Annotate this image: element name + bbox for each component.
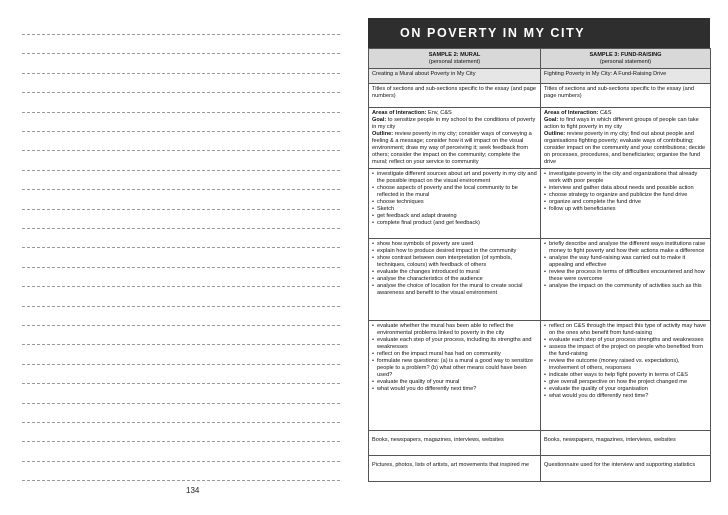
header-subtitle: (personal statement) bbox=[599, 59, 652, 65]
interaction-cell bbox=[369, 108, 541, 169]
interaction-row bbox=[369, 108, 711, 169]
ruled-line bbox=[22, 383, 340, 384]
appendices-cell: Questionnaire used for the interview and supporting statistics bbox=[541, 456, 711, 482]
ruled-line bbox=[22, 131, 340, 132]
header-sample-3 bbox=[541, 49, 711, 69]
ruled-line bbox=[22, 112, 340, 113]
list-item: • analyse the choice of location for the mural to create social awareness and benefit to the visual environment bbox=[372, 283, 537, 297]
ruled-line bbox=[22, 422, 340, 423]
reflection-cell bbox=[541, 321, 711, 431]
ruled-line bbox=[22, 364, 340, 365]
list-item: • evaluate the quality of your mural bbox=[372, 379, 537, 386]
essay-title-cell: Fighting Poverty in My City: A Fund-Raising Drive bbox=[541, 69, 711, 84]
process-list bbox=[544, 171, 707, 213]
list-item: • interview and gather data about needs and possible action bbox=[544, 185, 707, 192]
list-item: • choose aspects of poverty and the local community to be reflected in the mural bbox=[372, 185, 537, 199]
sections-cell: Titles of sections and sub-sections specific to the essay (and page numbers) bbox=[369, 84, 541, 108]
development-list bbox=[372, 241, 537, 297]
list-item: • formulate new questions: (a) is a mural a good way to sensitize people to a problem? (b) what other means could have been used? bbox=[372, 358, 537, 379]
reflection-list bbox=[372, 323, 537, 393]
area-line bbox=[372, 110, 537, 117]
list-item: • indicate other ways to help fight poverty in terms of C&S bbox=[544, 372, 707, 379]
table-header-row bbox=[369, 49, 711, 69]
process-row bbox=[369, 169, 711, 239]
titles-row bbox=[369, 69, 711, 84]
bibliography-cell: Books, newspapers, magazines, interviews, websites bbox=[541, 431, 711, 456]
list-item: • show contrast between own interpretation (of symbols, techniques, colours) with feedback of others bbox=[372, 255, 537, 269]
ruled-line bbox=[22, 150, 340, 151]
ruled-line bbox=[22, 286, 340, 287]
page-number: 134 bbox=[186, 486, 200, 495]
area-line bbox=[544, 110, 707, 117]
process-cell bbox=[541, 169, 711, 239]
list-item: • Sketch bbox=[372, 206, 537, 213]
ruled-line bbox=[22, 189, 340, 190]
list-item: • follow up with beneficiaries bbox=[544, 206, 707, 213]
list-item: • evaluate the quality of your organisation bbox=[544, 386, 707, 393]
ruled-line bbox=[22, 306, 340, 307]
goal-label: Goal: bbox=[372, 117, 387, 123]
outline-line bbox=[372, 131, 537, 166]
list-item: • choose techniques bbox=[372, 199, 537, 206]
goal-label: Goal: bbox=[544, 117, 559, 123]
list-item: • briefly describe and analyse the different ways institutions raise money to fight poverty and how their actions make a difference bbox=[544, 241, 707, 255]
reflection-cell bbox=[369, 321, 541, 431]
bibliography-row bbox=[369, 431, 711, 456]
ruled-line bbox=[22, 403, 340, 404]
ruled-line bbox=[22, 53, 340, 54]
list-item: • assess the impact of the project on people who benefited from the fund-raising bbox=[544, 344, 707, 358]
list-item: • evaluate each step of your process, including its strengths and weaknesses bbox=[372, 337, 537, 351]
list-item: • organize and complete the fund drive bbox=[544, 199, 707, 206]
list-item: • what would you do differently next time? bbox=[544, 393, 707, 400]
lined-page bbox=[0, 0, 350, 515]
list-item: • analyse the impact on the community of activities such as this bbox=[544, 283, 707, 290]
list-item: • review the outcome (money raised vs. expectations), involvement of others, responses bbox=[544, 358, 707, 372]
header-sample-2 bbox=[369, 49, 541, 69]
development-list bbox=[544, 241, 707, 290]
goal-value: to find ways in which different groups of people can take action to fight poverty in my city bbox=[544, 117, 699, 130]
outline-value: review poverty in my city; consider ways of conveying a feeling & a message; consider how it will impact on the visual environment; draw my way of perceiving it; seek feedback from others; consider the impact on the community; complete the mural; reflect on your service to community bbox=[372, 131, 532, 165]
header-subtitle: (personal statement) bbox=[428, 59, 481, 65]
ruled-line bbox=[22, 209, 340, 210]
ruled-line bbox=[22, 325, 340, 326]
area-label: Areas of Interaction: bbox=[372, 110, 427, 116]
list-item: • get feedback and adapt drawing bbox=[372, 213, 537, 220]
outline-value: review poverty in my city; find out about people and organisations fighting poverty; evaluate ways of contributing; consider impact on the community and your contributions; decide on processes, procedures, and beneficiaries; organise the fund drive bbox=[544, 131, 706, 165]
interaction-cell bbox=[541, 108, 711, 169]
bibliography-cell: Books, newspapers, magazines, interviews, websites bbox=[369, 431, 541, 456]
goal-line bbox=[372, 117, 537, 131]
goal-line bbox=[544, 117, 707, 131]
ruled-line bbox=[22, 73, 340, 74]
process-list bbox=[372, 171, 537, 227]
header-title: SAMPLE 2: MURAL bbox=[428, 52, 481, 58]
list-item: • reflect on C&S through the impact this type of activity may have on the ones who benefit from fund-raising bbox=[544, 323, 707, 337]
development-cell bbox=[369, 239, 541, 321]
goal-value: to sensitize people in my school to the conditions of poverty in my city bbox=[372, 117, 536, 130]
ruled-line bbox=[22, 480, 340, 481]
reflection-list bbox=[544, 323, 707, 400]
list-item: • reflect on the impact mural has had on community bbox=[372, 351, 537, 358]
ruled-line bbox=[22, 170, 340, 171]
list-item: • what would you do differently next time? bbox=[372, 386, 537, 393]
header-title: SAMPLE 3: FUND-RAISING bbox=[589, 52, 662, 58]
area-value: Env, C&S bbox=[426, 110, 452, 116]
page-title: ON POVERTY IN MY CITY bbox=[368, 18, 710, 48]
ruled-line bbox=[22, 461, 340, 462]
list-item: • give overall perspective on how the project changed me bbox=[544, 379, 707, 386]
ruled-line bbox=[22, 267, 340, 268]
ruled-line bbox=[22, 441, 340, 442]
list-item: • analyse the characteristics of the audience bbox=[372, 276, 537, 283]
area-value: C&S bbox=[598, 110, 612, 116]
list-item: • analyse the way fund-raising was carried out to make it appealing and effective bbox=[544, 255, 707, 269]
comparison-table bbox=[368, 48, 711, 482]
list-item: • review the process in terms of difficulties encountered and how these were overcome bbox=[544, 269, 707, 283]
ruled-line bbox=[22, 92, 340, 93]
list-item: • evaluate each step of your process strengths and weaknesses bbox=[544, 337, 707, 344]
ruled-line bbox=[22, 344, 340, 345]
appendices-cell: Pictures, photos, lists of artists, art movements that inspired me bbox=[369, 456, 541, 482]
area-label: Areas of Interaction: bbox=[544, 110, 599, 116]
development-cell bbox=[541, 239, 711, 321]
list-item: • evaluate whether the mural has been able to reflect the environmental problems linked to poverty in the city bbox=[372, 323, 537, 337]
list-item: • investigate different sources about art and poverty in my city and the possible impact on the visual environment bbox=[372, 171, 537, 185]
ruled-line bbox=[22, 34, 340, 35]
process-cell bbox=[369, 169, 541, 239]
sections-cell: Titles of sections and sub-sections specific to the essay (and page numbers) bbox=[541, 84, 711, 108]
essay-title-cell: Creating a Mural about Poverty in My City bbox=[369, 69, 541, 84]
appendices-row bbox=[369, 456, 711, 482]
list-item: • explain how to produce desired impact in the community bbox=[372, 248, 537, 255]
reflection-row bbox=[369, 321, 711, 431]
list-item: • investigate poverty in the city and organizations that already work with poor people bbox=[544, 171, 707, 185]
development-row bbox=[369, 239, 711, 321]
ruled-line bbox=[22, 247, 340, 248]
sections-row bbox=[369, 84, 711, 108]
list-item: • complete final product (and get feedback) bbox=[372, 220, 537, 227]
outline-line bbox=[544, 131, 707, 166]
outline-label: Outline: bbox=[544, 131, 566, 137]
ruled-line bbox=[22, 228, 340, 229]
list-item: • evaluate the changes introduced to mural bbox=[372, 269, 537, 276]
planning-page bbox=[368, 18, 710, 482]
list-item: • choose strategy to organize and publicize the fund drive bbox=[544, 192, 707, 199]
list-item: • show how symbols of poverty are used bbox=[372, 241, 537, 248]
outline-label: Outline: bbox=[372, 131, 394, 137]
